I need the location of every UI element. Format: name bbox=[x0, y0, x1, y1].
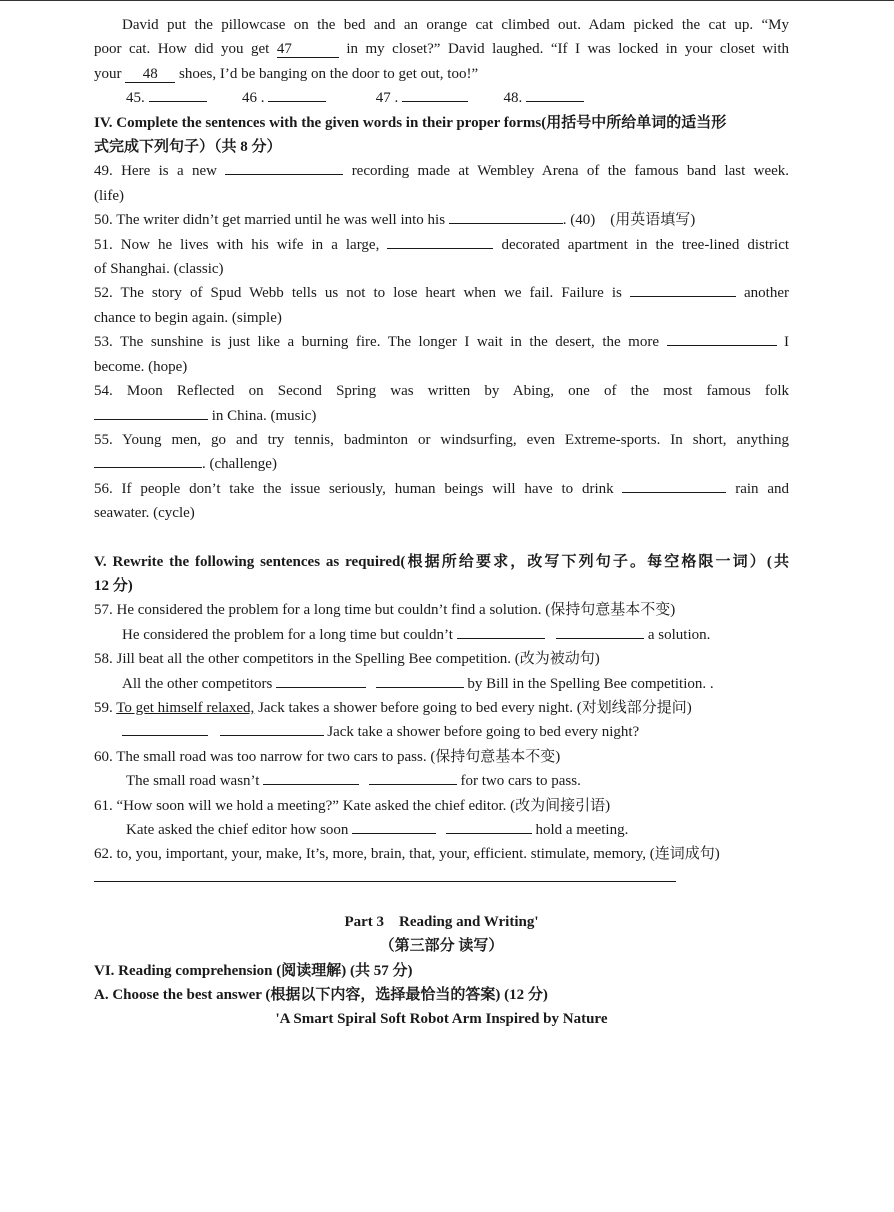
passage-line: your 48 shoes, I’d be banging on the door to get out, too!” bbox=[94, 65, 479, 82]
q59-blank-1[interactable] bbox=[122, 720, 208, 736]
q60-blank-2[interactable] bbox=[369, 769, 457, 785]
question-51-cont: of Shanghai. (classic) bbox=[94, 261, 224, 278]
question-55: 55. Young men, go and try tennis, badminton or windsurfing, even Extreme-sports. In short, anything bbox=[94, 431, 789, 448]
q55-blank[interactable] bbox=[94, 452, 202, 468]
question-53-cont: become. (hope) bbox=[94, 358, 188, 375]
q51-blank[interactable] bbox=[387, 233, 493, 249]
q58-blank-2[interactable] bbox=[376, 672, 464, 688]
answer-45-label: 45. bbox=[126, 90, 145, 107]
answer-48-blank[interactable] bbox=[526, 86, 584, 102]
q62-answer-line[interactable] bbox=[94, 867, 676, 882]
question-50: 50. The writer didn’t get married until he was well into his . (40) (用英语填写) bbox=[94, 208, 789, 232]
section-5-title-cont: 12 分) bbox=[94, 577, 133, 594]
question-49-cont: (life) bbox=[94, 187, 124, 204]
question-51: 51. Now he lives with his wife in a large, decorated apartment in the tree-lined district bbox=[94, 233, 789, 257]
q58-blank-1[interactable] bbox=[276, 672, 366, 688]
section-a-title: A. Choose the best answer (根据以下内容，选择最恰当的答案) (12 分) bbox=[94, 987, 548, 1004]
q59-blank-2[interactable] bbox=[220, 720, 324, 736]
passage-line: David put the pillowcase on the bed and an orange cat climbed out. Adam picked the cat up. “My bbox=[122, 17, 789, 33]
question-53: 53. The sunshine is just like a burning fire. The longer I wait in the desert, the more I bbox=[94, 330, 789, 354]
question-60: 60. The small road was too narrow for two cars to pass. (保持句意基本不变) bbox=[94, 748, 561, 765]
exam-page bbox=[94, 13, 789, 1032]
question-52: 52. The story of Spud Webb tells us not to lose heart when we fail. Failure is another bbox=[94, 281, 789, 305]
section-4-title-cont: 式完成下列句子）（共 8 分） bbox=[94, 139, 282, 156]
passage-line: poor cat. How did you get 47 in my closet?” David laughed. “If I was locked in your closet with bbox=[94, 41, 790, 58]
q60-blank-1[interactable] bbox=[263, 769, 359, 785]
part-3-title: Part 3 Reading and Writing' bbox=[344, 913, 539, 930]
q59-underlined-part: To get himself relaxed, bbox=[116, 699, 255, 716]
q61-blank-1[interactable] bbox=[352, 818, 436, 834]
section-5-title: V. Rewrite the following sentences as required(根据所给要求，改写下列句子。每空格限一词）(共 bbox=[94, 553, 789, 570]
answer-48-label: 48. bbox=[503, 90, 523, 107]
part-3-subtitle: （第三部分 读写） bbox=[379, 938, 504, 955]
question-56-cont: seawater. (cycle) bbox=[94, 505, 195, 522]
question-57: 57. He considered the problem for a long time but couldn’t find a solution. (保持句意基本不变) bbox=[94, 602, 676, 619]
question-49: 49. Here is a new recording made at Wembley Arena of the famous band last week. bbox=[94, 159, 789, 183]
section-6-title: VI. Reading comprehension (阅读理解) (共 57 分) bbox=[94, 962, 413, 979]
answer-45-blank[interactable] bbox=[149, 86, 207, 102]
question-59-rewrite: Jack take a shower before going to bed every night? bbox=[94, 720, 789, 744]
question-54: 54. Moon Reflected on Second Spring was written by Abing, one of the most famous folk bbox=[94, 383, 789, 400]
question-59: 59. To get himself relaxed, Jack takes a shower before going to bed every night. (对划线部分提问) bbox=[94, 699, 692, 716]
q49-blank[interactable] bbox=[225, 159, 343, 175]
question-62: 62. to, you, important, your, make, It’s, more, brain, that, your, efficient. stimulate, memory, (连词成句) bbox=[94, 846, 720, 863]
question-55-cont: . (challenge) bbox=[94, 452, 789, 476]
q61-blank-2[interactable] bbox=[446, 818, 532, 834]
question-57-rewrite: He considered the problem for a long time but couldn’t a solution. bbox=[94, 623, 789, 647]
question-60-rewrite: The small road wasn’t for two cars to pass. bbox=[94, 769, 789, 793]
q57-blank-1[interactable] bbox=[457, 623, 545, 639]
answer-47-label: 47 . bbox=[375, 90, 399, 107]
q56-blank[interactable] bbox=[622, 477, 726, 493]
q52-blank[interactable] bbox=[630, 281, 736, 297]
question-58: 58. Jill beat all the other competitors in the Spelling Bee competition. (改为被动句) bbox=[94, 651, 600, 668]
question-56: 56. If people don’t take the issue seriously, human beings will have to drink rain and bbox=[94, 477, 789, 501]
question-58-rewrite: All the other competitors by Bill in the Spelling Bee competition. . bbox=[94, 672, 789, 696]
q57-blank-2[interactable] bbox=[556, 623, 644, 639]
question-61: 61. “How soon will we hold a meeting?” Kate asked the chief editor. (改为间接引语) bbox=[94, 797, 611, 814]
question-54-cont: in China. (music) bbox=[94, 404, 789, 428]
section-4-title: IV. Complete the sentences with the given words in their proper forms(用括号中所给单词的适当形 bbox=[94, 114, 727, 131]
answer-blanks-row bbox=[94, 86, 789, 110]
blank-48: 48 bbox=[125, 67, 175, 83]
answer-46-blank[interactable] bbox=[268, 86, 326, 102]
blank-47: 47 bbox=[277, 42, 339, 58]
question-61-rewrite: Kate asked the chief editor how soon hold a meeting. bbox=[94, 818, 789, 842]
q50-blank[interactable] bbox=[449, 208, 563, 224]
q54-blank[interactable] bbox=[94, 404, 208, 420]
answer-46-label: 46 . bbox=[242, 90, 265, 107]
page-top-rule bbox=[0, 0, 894, 1]
answer-47-blank[interactable] bbox=[402, 86, 468, 102]
q53-blank[interactable] bbox=[667, 330, 777, 346]
question-52-cont: chance to begin again. (simple) bbox=[94, 309, 282, 326]
article-title: 'A Smart Spiral Soft Robot Arm Inspired by Nature bbox=[275, 1011, 608, 1028]
